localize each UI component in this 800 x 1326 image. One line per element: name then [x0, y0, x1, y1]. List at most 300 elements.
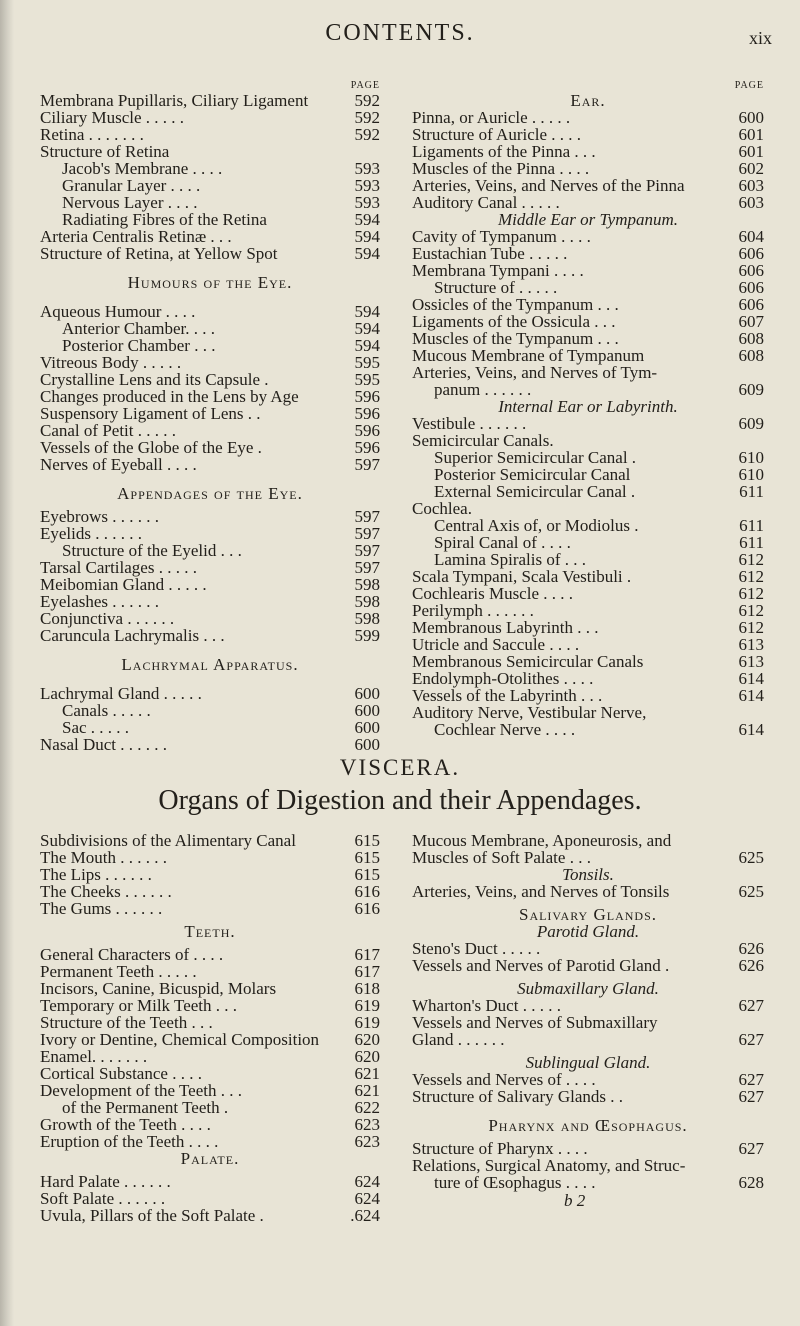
contents-column-1 [40, 80, 380, 753]
toc-entry-title: Sac . . . . . [62, 718, 130, 737]
toc-entry [412, 500, 764, 517]
toc-entry [40, 900, 380, 917]
section-heading [412, 923, 764, 940]
toc-entry [40, 946, 380, 963]
toc-entry-page: 621 [354, 1081, 380, 1100]
toc-entry-page: 603 [738, 176, 764, 195]
toc-entry-title: Muscles of Soft Palate . . . [412, 848, 591, 867]
toc-entry-title: Eustachian Tube . . . . . [412, 244, 568, 263]
toc-entry-page: 600 [354, 735, 380, 754]
section-heading [412, 92, 764, 109]
page-binding-edge [0, 0, 14, 1326]
toc-entry-page: 625 [738, 848, 764, 867]
section-subtitle: Organs of Digestion and their Appendages. [158, 785, 642, 816]
toc-entry [412, 347, 764, 364]
heading-text: Pharynx and Œsophagus. [488, 1116, 688, 1135]
toc-entry-title: Superior Semicircular Canal . [434, 448, 637, 467]
toc-entry [40, 439, 380, 456]
toc-entry-page: 614 [738, 669, 764, 688]
toc-entry-page: 608 [738, 346, 764, 365]
toc-entry-page: 619 [354, 1013, 380, 1032]
section-heading [40, 485, 380, 502]
toc-entry-page: 596 [354, 387, 380, 406]
toc-entry-title: Canals . . . . . [62, 701, 151, 720]
heading-text: Teeth. [184, 922, 236, 941]
toc-entry-title: Uvula, Pillars of the Soft Palate . [40, 1206, 264, 1225]
toc-entry [412, 364, 764, 381]
toc-entry [40, 1099, 380, 1116]
toc-entry-page: 597 [354, 507, 380, 526]
toc-entry-title: Eruption of the Teeth . . . . [40, 1132, 219, 1151]
toc-entry-page: 617 [354, 962, 380, 981]
toc-entry-title: ture of Œsophagus . . . . [434, 1173, 596, 1192]
toc-entry [412, 1031, 764, 1048]
toc-entry-page: 620 [354, 1047, 380, 1066]
toc-entry [40, 211, 380, 228]
toc-entry-page: 612 [738, 584, 764, 603]
toc-entry [40, 1116, 380, 1133]
section-heading [412, 1054, 764, 1071]
toc-entry-title: Ligaments of the Pinna . . . [412, 142, 596, 161]
toc-entry [40, 1173, 380, 1190]
toc-entry [40, 245, 380, 262]
toc-entry [412, 228, 764, 245]
toc-entry-page: 606 [738, 295, 764, 314]
toc-entry-title: Spiral Canal of . . . . [434, 533, 571, 552]
toc-entry-page: 627 [738, 1070, 764, 1089]
toc-entry [412, 126, 764, 143]
toc-entry-title: Vessels of the Globe of the Eye . [40, 438, 262, 457]
toc-entry [40, 320, 380, 337]
toc-entry-title: Cavity of Tympanum . . . . [412, 227, 591, 246]
section-heading [40, 274, 380, 291]
toc-entry [412, 296, 764, 313]
toc-entry-page: 608 [738, 329, 764, 348]
toc-entry [412, 279, 764, 296]
toc-entry-title: Crystalline Lens and its Capsule . [40, 370, 269, 389]
toc-entry [40, 525, 380, 542]
signature-mark: b 2 [564, 1191, 586, 1210]
toc-entry-title: Mucous Membrane of Tympanum [412, 346, 645, 365]
toc-entry [412, 670, 764, 687]
toc-entry [412, 721, 764, 738]
toc-entry-title: Posterior Semicircular Canal [434, 465, 631, 484]
toc-entry-page: 624 [354, 1189, 380, 1208]
toc-entry-title: Auditory Canal . . . . . [412, 193, 560, 212]
toc-entry [40, 508, 380, 525]
toc-entry-page: 592 [354, 108, 380, 127]
toc-entry-page: 606 [738, 244, 764, 263]
toc-entry-page: 598 [354, 592, 380, 611]
toc-entry-title: Permanent Teeth . . . . . [40, 962, 197, 981]
toc-entry [412, 957, 764, 974]
section-heading [412, 866, 764, 883]
toc-entry-page: 604 [738, 227, 764, 246]
toc-entry [40, 228, 380, 245]
toc-entry [40, 371, 380, 388]
toc-entry [412, 381, 764, 398]
heading-text: Internal Ear or Labyrinth. [498, 397, 678, 416]
toc-entry-page: 596 [354, 438, 380, 457]
toc-entry [412, 687, 764, 704]
toc-entry-page: 593 [354, 159, 380, 178]
toc-entry-page: 601 [738, 125, 764, 144]
toc-entry [40, 354, 380, 371]
toc-entry [40, 719, 380, 736]
toc-entry-page: 594 [354, 336, 380, 355]
toc-entry-page: 594 [354, 319, 380, 338]
toc-entry-title: Development of the Teeth . . . [40, 1081, 242, 1100]
toc-entry-title: Perilymph . . . . . . [412, 601, 534, 620]
toc-entry [412, 1140, 764, 1157]
toc-entry [412, 483, 764, 500]
toc-entry-title: Arteries, Veins, and Nerves of the Pinna [412, 176, 685, 195]
toc-entry-title: Soft Palate . . . . . . [40, 1189, 166, 1208]
toc-entry-page: 607 [738, 312, 764, 331]
toc-entry-title: Vestibule . . . . . . [412, 414, 527, 433]
toc-entry-page: 614 [738, 686, 764, 705]
toc-entry-title: Conjunctiva . . . . . . [40, 609, 175, 628]
toc-entry-title: The Mouth . . . . . . [40, 848, 168, 867]
toc-entry-page: 623 [354, 1115, 380, 1134]
toc-entry-title: Semicircular Canals. [412, 431, 554, 450]
heading-text: Appendages of the Eye. [117, 484, 303, 503]
toc-entry-title: Membrana Pupillaris, Ciliary Ligament [40, 91, 309, 110]
toc-entry-title: Arteries, Veins, and Nerves of Tonsils [412, 882, 670, 901]
contents-column-3 [40, 832, 380, 1224]
toc-entry-title: Cortical Substance . . . . [40, 1064, 202, 1083]
toc-entry-title: Aqueous Humour . . . . [40, 302, 196, 321]
toc-entry-title: Nervous Layer . . . . [62, 193, 198, 212]
heading-text: Palate. [180, 1149, 240, 1168]
toc-entry [40, 303, 380, 320]
toc-entry [412, 1088, 764, 1105]
section-heading [40, 1150, 380, 1167]
toc-entry-page: 627 [738, 1087, 764, 1106]
toc-entry-title: Ciliary Muscle . . . . . [40, 108, 185, 127]
page-column-label: PAGE [734, 80, 764, 91]
toc-entry-page: 598 [354, 609, 380, 628]
toc-entry-title: Vessels and Nerves of Submaxillary [412, 1013, 658, 1032]
toc-entry [412, 704, 764, 721]
toc-entry-title: Muscles of the Pinna . . . . [412, 159, 590, 178]
toc-entry-page: 621 [354, 1064, 380, 1083]
toc-entry [40, 143, 380, 160]
toc-entry-title: Auditory Nerve, Vestibular Nerve, [412, 703, 647, 722]
heading-text: Salivary Glands. [518, 905, 658, 924]
toc-entry [412, 1174, 764, 1191]
toc-entry-page: 619 [354, 996, 380, 1015]
toc-entry-page: 595 [354, 370, 380, 389]
section-heading [412, 980, 764, 997]
toc-entry [412, 849, 764, 866]
toc-entry [40, 422, 380, 439]
toc-entry [412, 653, 764, 670]
toc-entry-title: Steno's Duct . . . . . [412, 939, 541, 958]
toc-entry [40, 126, 380, 143]
toc-entry-page: 593 [354, 193, 380, 212]
toc-entry [40, 849, 380, 866]
toc-entry-page: 616 [354, 899, 380, 918]
toc-entry-title: Structure of Retina, at Yellow Spot [40, 244, 278, 263]
toc-entry-page: 615 [354, 831, 380, 850]
toc-entry-page: 626 [738, 939, 764, 958]
toc-entry-page: 594 [354, 244, 380, 263]
heading-text: Middle Ear or Tympanum. [497, 210, 679, 229]
toc-entry [40, 685, 380, 702]
toc-entry-page: 616 [354, 882, 380, 901]
toc-entry [412, 109, 764, 126]
toc-entry-title: Temporary or Milk Teeth . . . [40, 996, 238, 1015]
toc-entry-page: 611 [739, 533, 764, 552]
toc-entry [40, 337, 380, 354]
toc-entry [412, 143, 764, 160]
toc-entry [412, 940, 764, 957]
page-title: CONTENTS. [325, 20, 475, 46]
toc-entry-page: 614 [738, 720, 764, 739]
toc-entry-page: 620 [354, 1030, 380, 1049]
toc-entry-title: Membrana Tympani . . . . [412, 261, 584, 280]
toc-entry-title: Arteries, Veins, and Nerves of Tym- [412, 363, 658, 382]
toc-entry [40, 559, 380, 576]
toc-entry [412, 585, 764, 602]
toc-entry [412, 1157, 764, 1174]
contents-column-4 [412, 832, 764, 1191]
heading-text: Humours of the Eye. [127, 273, 293, 292]
toc-entry-page: .624 [350, 1206, 380, 1225]
toc-entry [412, 415, 764, 432]
section-heading [412, 1117, 764, 1134]
toc-entry [412, 194, 764, 211]
toc-entry-title: Pinna, or Auricle . . . . . [412, 108, 571, 127]
toc-entry [40, 883, 380, 900]
toc-entry-title: Tarsal Cartilages . . . . . [40, 558, 197, 577]
toc-entry-title: Meibomian Gland . . . . . [40, 575, 207, 594]
toc-entry-page: 626 [738, 956, 764, 975]
toc-entry-page: 603 [738, 193, 764, 212]
toc-entry-title: Subdivisions of the Alimentary Canal [40, 831, 296, 850]
toc-entry-page: 594 [354, 210, 380, 229]
toc-entry-title: Arteria Centralis Retinæ . . . [40, 227, 232, 246]
toc-entry-title: Suspensory Ligament of Lens . . [40, 404, 261, 423]
toc-entry [40, 997, 380, 1014]
toc-entry [40, 1207, 380, 1224]
toc-entry [40, 1190, 380, 1207]
toc-entry [40, 610, 380, 627]
toc-entry-page: 611 [739, 482, 764, 501]
toc-entry-page: 600 [738, 108, 764, 127]
toc-entry-page: 625 [738, 882, 764, 901]
toc-entry-page: 610 [738, 448, 764, 467]
section-heading [412, 398, 764, 415]
toc-entry-title: Radiating Fibres of the Retina [62, 210, 267, 229]
toc-entry-page: 606 [738, 261, 764, 280]
toc-entry-title: Cochlear Nerve . . . . [434, 720, 576, 739]
toc-entry-page: 611 [739, 516, 764, 535]
toc-entry-title: Retina . . . . . . . [40, 125, 144, 144]
toc-entry [412, 449, 764, 466]
heading-text: Ear. [570, 91, 606, 110]
toc-entry-page: 597 [354, 541, 380, 560]
toc-entry-title: Cochlea. [412, 499, 472, 518]
toc-entry-page: 594 [354, 302, 380, 321]
section-heading [40, 656, 380, 673]
toc-entry [412, 883, 764, 900]
toc-entry-title: Nasal Duct . . . . . . [40, 735, 168, 754]
toc-entry [40, 593, 380, 610]
toc-entry-title: Structure of . . . . . [434, 278, 558, 297]
toc-entry-page: 612 [738, 618, 764, 637]
toc-entry [40, 1133, 380, 1150]
toc-entry-page: 609 [738, 414, 764, 433]
toc-entry-page: 599 [354, 626, 380, 645]
toc-entry-page: 627 [738, 996, 764, 1015]
toc-entry-page: 602 [738, 159, 764, 178]
toc-entry-title: The Gums . . . . . . [40, 899, 163, 918]
toc-entry [40, 866, 380, 883]
toc-entry [40, 627, 380, 644]
toc-entry-title: Structure of Auricle . . . . [412, 125, 582, 144]
toc-entry-title: Endolymph-Otolithes . . . . [412, 669, 594, 688]
toc-entry [412, 432, 764, 449]
toc-entry-page: 596 [354, 404, 380, 423]
toc-entry-page: 615 [354, 865, 380, 884]
toc-entry-page: 609 [738, 380, 764, 399]
toc-entry-title: Ligaments of the Ossicula . . . [412, 312, 616, 331]
toc-entry-title: Structure of Pharynx . . . . [412, 1139, 588, 1158]
toc-entry-title: Structure of the Teeth . . . [40, 1013, 213, 1032]
toc-entry-page: 613 [738, 652, 764, 671]
toc-entry-page: 610 [738, 465, 764, 484]
toc-entry-title: Gland . . . . . . [412, 1030, 505, 1049]
toc-entry [40, 542, 380, 559]
toc-entry-title: Canal of Petit . . . . . [40, 421, 176, 440]
toc-entry-title: Hard Palate . . . . . . [40, 1172, 171, 1191]
toc-entry-page: 598 [354, 575, 380, 594]
toc-entry-page: 618 [354, 979, 380, 998]
toc-entry-title: Utricle and Saccule . . . . [412, 635, 580, 654]
toc-entry-page: 627 [738, 1030, 764, 1049]
toc-entry-title: Caruncula Lachrymalis . . . [40, 626, 225, 645]
section-title: VISCERA. [339, 755, 461, 780]
toc-entry [412, 568, 764, 585]
toc-entry-page: 600 [354, 701, 380, 720]
toc-entry [40, 1065, 380, 1082]
contents-column-2 [412, 80, 764, 738]
toc-entry [40, 980, 380, 997]
toc-entry-page: 592 [354, 91, 380, 110]
toc-entry [40, 963, 380, 980]
toc-entry-title: Structure of Retina [40, 142, 170, 161]
toc-entry-title: Incisors, Canine, Bicuspid, Molars [40, 979, 277, 998]
toc-entry [412, 245, 764, 262]
toc-entry [40, 177, 380, 194]
toc-entry-title: panum . . . . . . [434, 380, 532, 399]
toc-entry [40, 1031, 380, 1048]
heading-text: Tonsils. [562, 865, 614, 884]
toc-entry [412, 551, 764, 568]
toc-entry-page: 623 [354, 1132, 380, 1151]
toc-entry-title: Ossicles of the Tympanum . . . [412, 295, 619, 314]
toc-entry-title: General Characters of . . . . [40, 945, 224, 964]
toc-entry-title: Vessels of the Labyrinth . . . [412, 686, 603, 705]
toc-entry-title: The Cheeks . . . . . . [40, 882, 172, 901]
toc-entry [40, 736, 380, 753]
toc-entry-page: 595 [354, 353, 380, 372]
toc-entry [40, 576, 380, 593]
toc-entry [412, 262, 764, 279]
page-column-label: PAGE [350, 80, 380, 91]
toc-entry-title: Ivory or Dentine, Chemical Composition [40, 1030, 320, 1049]
toc-entry-page: 594 [354, 227, 380, 246]
toc-entry-title: Eyelashes . . . . . . [40, 592, 159, 611]
heading-text: Parotid Gland. [536, 922, 640, 941]
toc-entry-title: Membranous Labyrinth . . . [412, 618, 599, 637]
section-heading [40, 923, 380, 940]
toc-entry [40, 388, 380, 405]
toc-entry-title: Central Axis of, or Modiolus . [434, 516, 639, 535]
toc-entry [412, 1014, 764, 1031]
toc-entry-title: Vessels and Nerves of Parotid Gland . [412, 956, 670, 975]
toc-entry-title: Lamina Spiralis of . . . [434, 550, 587, 569]
toc-entry-title: Mucous Membrane, Aponeurosis, and [412, 831, 672, 850]
toc-entry-page: 593 [354, 176, 380, 195]
section-heading [412, 906, 764, 923]
toc-entry-page: 624 [354, 1172, 380, 1191]
toc-entry [40, 1014, 380, 1031]
toc-entry-page: 612 [738, 567, 764, 586]
toc-entry-page: 627 [738, 1139, 764, 1158]
toc-entry-title: Eyelids . . . . . . [40, 524, 142, 543]
toc-entry-title: Membranous Semicircular Canals [412, 652, 644, 671]
toc-entry-page: 613 [738, 635, 764, 654]
toc-entry-page: 615 [354, 848, 380, 867]
toc-entry [40, 194, 380, 211]
toc-entry-page: 600 [354, 718, 380, 737]
toc-entry-title: Eyebrows . . . . . . [40, 507, 159, 526]
toc-entry [412, 330, 764, 347]
toc-entry [40, 109, 380, 126]
toc-entry-page: 596 [354, 421, 380, 440]
toc-entry [412, 177, 764, 194]
toc-entry-title: of the Permanent Teeth . [62, 1098, 229, 1117]
toc-entry [40, 702, 380, 719]
toc-entry [40, 405, 380, 422]
toc-entry-page: 597 [354, 558, 380, 577]
page-number: xix [748, 28, 772, 48]
toc-entry [412, 832, 764, 849]
toc-entry-title: Granular Layer . . . . [62, 176, 201, 195]
section-heading [412, 211, 764, 228]
heading-text: Lachrymal Apparatus. [121, 655, 299, 674]
toc-entry-title: Structure of the Eyelid . . . [62, 541, 242, 560]
toc-entry-title: Cochlearis Muscle . . . . [412, 584, 573, 603]
toc-entry [412, 160, 764, 177]
toc-entry [412, 997, 764, 1014]
toc-entry-page: 628 [738, 1173, 764, 1192]
toc-entry-page: 622 [354, 1098, 380, 1117]
toc-entry-title: Muscles of the Tympanum . . . [412, 329, 619, 348]
toc-entry [40, 160, 380, 177]
toc-entry-title: Wharton's Duct . . . . . [412, 996, 561, 1015]
toc-entry-title: Lachrymal Gland . . . . . [40, 684, 202, 703]
toc-entry-page: 606 [738, 278, 764, 297]
toc-entry-title: Posterior Chamber . . . [62, 336, 216, 355]
toc-entry-title: Growth of the Teeth . . . . [40, 1115, 211, 1134]
toc-entry [412, 517, 764, 534]
toc-entry-title: Vitreous Body . . . . . [40, 353, 182, 372]
toc-entry-title: Scala Tympani, Scala Vestibuli . [412, 567, 632, 586]
